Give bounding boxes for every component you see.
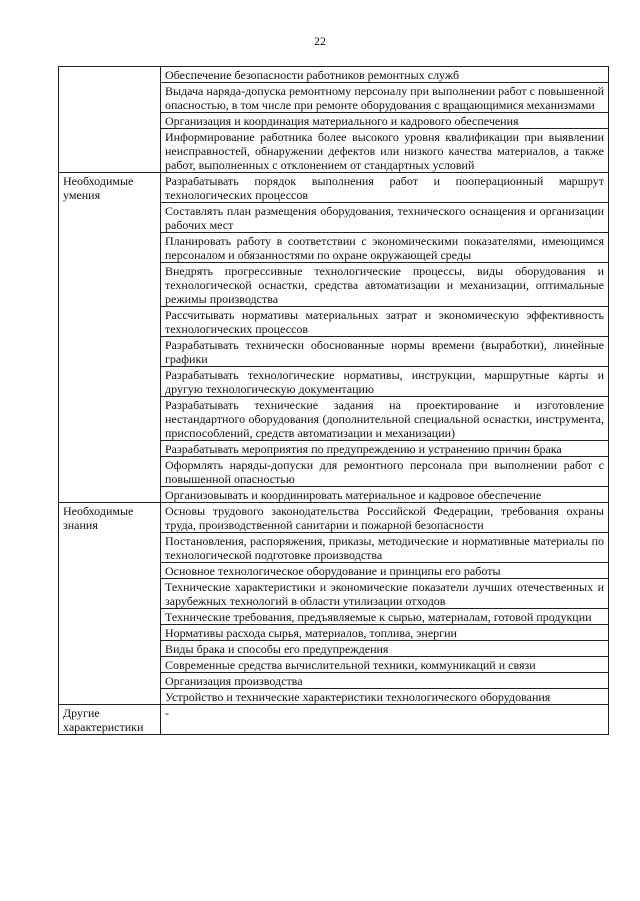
skills-item: Внедрять прогрессивные технологические процессы, виды оборудования и технологической оснастки, средства автоматизации и механизации, оптимальные режимы производства <box>161 263 609 307</box>
knowledge-item: Нормативы расхода сырья, материалов, топлива, энергии <box>161 625 609 641</box>
skills-item: Разрабатывать технические задания на проектирование и изготовление нестандартного оборудования (дополнительной специальной оснастки, инструмента, приспособлений, средств автоматизации и механизации) <box>161 397 609 441</box>
skills-item: Разрабатывать мероприятия по предупреждению и устранению причин брака <box>161 441 609 457</box>
skills-item: Разрабатывать технически обоснованные нормы времени (выработки), линейные графики <box>161 337 609 367</box>
knowledge-item: Основное технологическое оборудование и принципы его работы <box>161 563 609 579</box>
skills-item: Рассчитывать нормативы материальных затрат и экономическую эффективность технологических процессов <box>161 307 609 337</box>
table-row <box>59 503 609 533</box>
continuation-item: Организация и координация материального и кадрового обеспечения <box>161 113 609 129</box>
continuation-item: Выдача наряда-допуска ремонтному персоналу при выполнении работ с повышенной опасностью, в том числе при ремонте оборудования с вращающимися механизмами <box>161 83 609 113</box>
knowledge-label-cell <box>59 503 161 705</box>
knowledge-label: Необходимые знания <box>63 504 134 532</box>
knowledge-item: Виды брака и способы его предупреждения <box>161 641 609 657</box>
other-label: Другие характеристики <box>63 706 144 734</box>
knowledge-item: Современные средства вычислительной техники, коммуникаций и связи <box>161 657 609 673</box>
skills-label: Необходимые умения <box>63 174 134 202</box>
continuation-item: Информирование работника более высокого уровня квалификации при выявлении неисправностей, обнаружении дефектов или низкого качества материалов, а также работ, выполненных с отклонением от стандартных условий <box>161 129 609 173</box>
table-row <box>59 173 609 203</box>
skills-item: Разрабатывать технологические нормативы, инструкции, маршрутные карты и другую технологическую документацию <box>161 367 609 397</box>
knowledge-item: Постановления, распоряжения, приказы, методические и нормативные материалы по технологической подготовке производства <box>161 533 609 563</box>
knowledge-item: Устройство и технические характеристики технологического оборудования <box>161 689 609 705</box>
page-number: 22 <box>314 34 326 48</box>
skills-item: Разрабатывать порядок выполнения работ и пооперационный маршрут технологических процессов <box>161 173 609 203</box>
requirements-table <box>58 66 609 735</box>
skills-item: Планировать работу в соответствии с экономическими показателями, имеющимся персоналом и обязанностями по охране окружающей среды <box>161 233 609 263</box>
knowledge-item: Технические требования, предъявляемые к сырью, материалам, готовой продукции <box>161 609 609 625</box>
requirements-table-body <box>59 67 609 735</box>
other-label-cell <box>59 705 161 735</box>
other-value: - <box>161 705 609 735</box>
continuation-label-cell <box>59 67 161 173</box>
table-row <box>59 705 609 735</box>
knowledge-item: Организация производства <box>161 673 609 689</box>
skills-item: Составлять план размещения оборудования, технического оснащения и организации рабочих мест <box>161 203 609 233</box>
table-row <box>59 67 609 83</box>
skills-label-cell <box>59 173 161 503</box>
skills-item: Организовывать и координировать материальное и кадровое обеспечение <box>161 487 609 503</box>
continuation-item: Обеспечение безопасности работников ремонтных служб <box>161 67 609 83</box>
knowledge-item: Технические характеристики и экономические показатели лучших отечественных и зарубежных технологий в области утилизации отходов <box>161 579 609 609</box>
knowledge-item: Основы трудового законодательства Российской Федерации, требования охраны труда, производственной санитарии и пожарной безопасности <box>161 503 609 533</box>
skills-item: Оформлять наряды-допуски для ремонтного персонала при выполнении работ с повышенной опасностью <box>161 457 609 487</box>
